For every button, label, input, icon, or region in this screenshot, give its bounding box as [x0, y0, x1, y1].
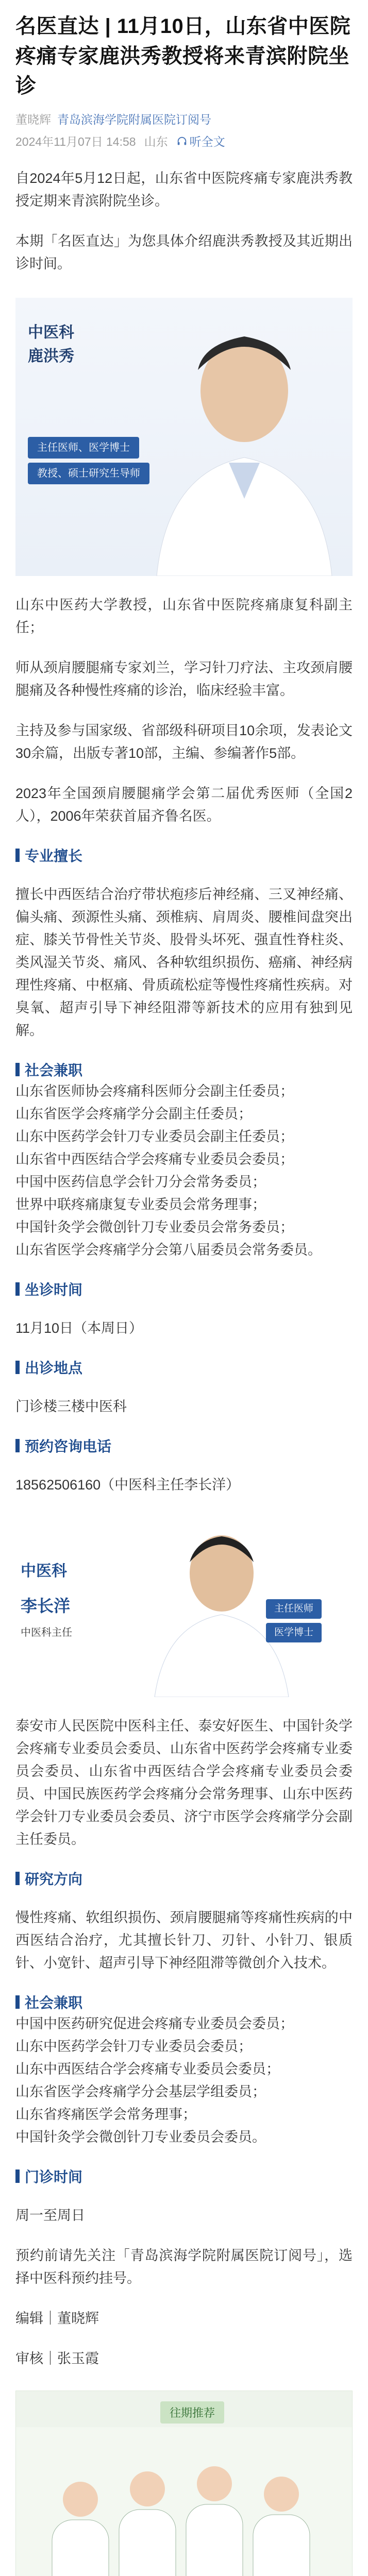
doctor1-expert-text: 擅长中西医结合治疗带状疱疹后神经痛、三叉神经痛、偏头痛、颈源性头痛、颈椎病、肩周炎、腰椎间盘突出症、膝关节骨性关节炎、股骨头坏死、强直性脊柱炎、类风湿关节炎、痛风、各种软组织损伤、癌痛、神经病理性疼痛、中枢痛、骨质疏松症等慢性疼痛性疾病。对臭氧、超声引导下神经阻滞等新技术的应用有独到见解。 [15, 887, 353, 1038]
doctor2-name: 李长洋 [21, 1597, 71, 1615]
doctor2-tag-title: 主任医师 [266, 1599, 322, 1619]
editor-credit: 编辑｜董晓辉 [15, 2311, 99, 2326]
doctor2-social-label: 社会兼职 [25, 1995, 83, 2011]
listen-label: 听全文 [189, 135, 225, 148]
list-item: 山东省疼痛医学会常务理事； [15, 2107, 196, 2122]
doctor2-role: 中医科主任 [21, 1627, 72, 1638]
doctor1-name: 鹿洪秀 [28, 348, 74, 365]
list-item: 中国中医药研究促进会疼痛专业委员会委员； [15, 2016, 294, 2031]
doctor2-name-block [21, 1558, 72, 1639]
doctors-illustration [16, 2427, 353, 2576]
doctor2-clinic-label: 门诊时间 [25, 2169, 83, 2185]
section-mark [15, 1361, 20, 1374]
phone-label: 预约咨询电话 [25, 1438, 112, 1454]
section-mark [15, 1995, 20, 2009]
article-title: 名医直达 | 11月10日，山东省中医院疼痛专家鹿洪秀教授将来青滨附院坐诊 [15, 15, 351, 97]
reminder-text: 预约前请先关注「青岛滨海学院附属医院订阅号」，选择中医科预约挂号。 [15, 2248, 353, 2286]
recommended-illustration[interactable] [15, 2391, 353, 2576]
doctor2-research-label: 研究方向 [25, 1871, 83, 1887]
place-label: 出诊地点 [25, 1360, 83, 1376]
list-item: 山东省中西医结合学会疼痛专业委员会委员； [15, 1151, 294, 1167]
list-item: 山东中医药学会针刀专业委员会委员； [15, 2039, 252, 2054]
article-meta [15, 110, 353, 127]
list-item: 山东中西医结合学会疼痛专业委员会委员； [15, 2061, 280, 2077]
doctor1-card [15, 298, 353, 576]
doctor2-tag-degree: 医学博士 [266, 1623, 322, 1642]
timestamp: 2024年11月07日 14:58 [15, 135, 136, 148]
doctor2-social-heading [15, 1992, 353, 2012]
section-mark [15, 2170, 20, 2183]
doctor1-tag-title: 主任医师、医学博士 [28, 437, 139, 459]
doctor1-dept: 中医科 [28, 324, 74, 341]
schedule-date: 11月10日（本周日） [15, 1320, 143, 1336]
phone-number[interactable]: 18562506160（中医科主任李长洋） [15, 1477, 240, 1493]
list-item: 山东省医学会疼痛学分会副主任委员； [15, 1106, 252, 1122]
doctor2-research-text: 慢性疼痛、软组织损伤、颈肩腰腿痛等疼痛性疾病的中西医结合治疗，尤其擅长针刀、刃针、小针刀、银质针、小宽针、超声引导下神经阻滞等微创介入技术。 [15, 1910, 353, 1971]
listen-button[interactable] [176, 132, 225, 149]
section-mark [15, 849, 20, 862]
list-item: 山东省医学会疼痛学分会第八届委员会常务委员。 [15, 1242, 322, 1258]
headphones-icon [176, 135, 188, 147]
doctor1-tag-role: 教授、硕士研究生导师 [28, 463, 149, 484]
doctor1-bio-2: 师从颈肩腰腿痛专家刘兰，学习针刀疗法、主攻颈肩腰腿痛及各种慢性疼痛的诊治，临床经验丰富。 [15, 660, 353, 698]
list-item: 中国针灸学会微创针刀专业委员会常务委员； [15, 1219, 294, 1235]
doctor1-social-heading [15, 1059, 353, 1080]
article-meta-2 [15, 132, 353, 149]
doctor2-clinic-heading [15, 2166, 353, 2187]
list-item: 山东省医学会疼痛学分会基层学组委员； [15, 2084, 266, 2099]
section-mark [15, 1439, 20, 1452]
list-item: 山东省医师协会疼痛科医师分会副主任委员； [15, 1083, 294, 1099]
recommended-badge: 往期推荐 [160, 2401, 224, 2424]
review-credit: 审核｜张玉霞 [15, 2351, 99, 2366]
author: 董晓辉 [15, 113, 51, 126]
account-link[interactable]: 青岛滨海学院附属医院订阅号 [57, 113, 211, 126]
list-item: 中国中医药信息学会针刀分会常务委员； [15, 1174, 266, 1190]
list-item: 中国针灸学会微创针刀专业委员会委员。 [15, 2129, 266, 2145]
section-mark [15, 1063, 20, 1076]
schedule-heading [15, 1279, 353, 1299]
place-text: 门诊楼三楼中医科 [15, 1399, 127, 1414]
doctor2-social-list [15, 2012, 353, 2148]
schedule-label: 坐诊时间 [25, 1282, 83, 1298]
doctor1-portrait [126, 308, 342, 576]
doctor2-research-heading [15, 1868, 353, 1889]
doctor2-card [15, 1512, 353, 1697]
place-heading [15, 1357, 353, 1378]
intro-paragraph: 自2024年5月12日起，山东省中医院疼痛专家鹿洪秀教授定期来青滨附院坐诊。 [15, 171, 353, 209]
doctor1-bio-3: 主持及参与国家级、省部级科研项目10余项，发表论文30余篇，出版专著10部，主编、参编著作5部。 [15, 723, 353, 761]
phone-heading [15, 1435, 353, 1456]
doctor2-clinic-text: 周一至周日 [15, 2208, 85, 2223]
list-item: 世界中联疼痛康复专业委员会常务理事； [15, 1197, 266, 1212]
doctor2-dept: 中医科 [21, 1563, 67, 1580]
list-item: 山东中医药学会针刀专业委员会副主任委员； [15, 1129, 294, 1144]
doctor1-expert-heading [15, 845, 353, 866]
schedule-intro: 本期「名医直达」为您具体介绍鹿洪秀教授及其近期出诊时间。 [15, 233, 353, 272]
doctor1-expert-label: 专业擅长 [25, 848, 83, 864]
doctor2-bio: 泰安市人民医院中医科主任、泰安好医生、中国针灸学会疼痛专业委员会委员、山东省中医药学会疼痛专业委员会委员、山东省中西医结合学会疼痛专业委员会委员、中国民族医药学会疼痛分会常务理事、山东中医药学会针刀专业委员会委员、济宁市医学会疼痛学分会副主任委员。 [15, 1718, 353, 1847]
doctor1-bio-4: 2023年全国颈肩腰腿痛学会第二届优秀医师（全国2人），2006年荣获首届齐鲁名医。 [15, 786, 353, 824]
doctor1-social-list [15, 1080, 353, 1261]
doctor1-bio-1: 山东中医药大学教授，山东省中医院疼痛康复科副主任； [15, 597, 353, 635]
section-mark [15, 1872, 20, 1885]
doctor1-social-label: 社会兼职 [25, 1062, 83, 1078]
location: 山东 [144, 135, 168, 148]
section-mark [15, 1282, 20, 1296]
